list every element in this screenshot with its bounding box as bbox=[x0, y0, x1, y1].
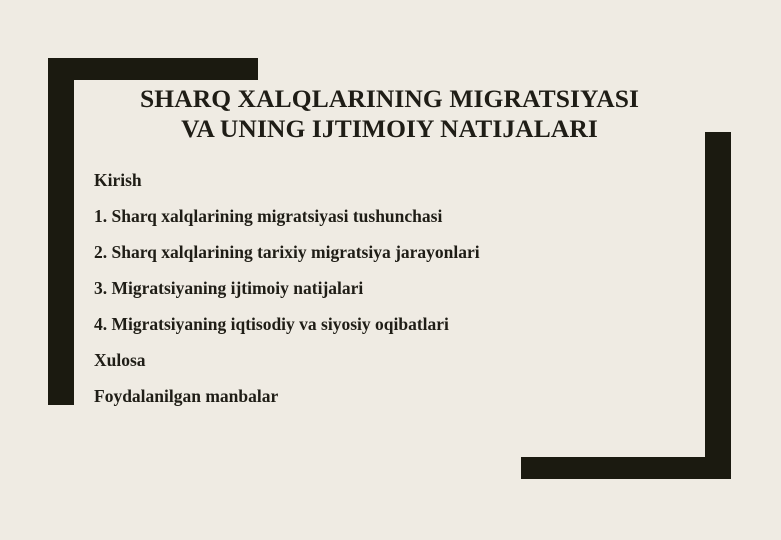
slide-title-line-1: SHARQ XALQLARINING MIGRATSIYASI bbox=[139, 84, 640, 113]
table-of-contents bbox=[94, 168, 480, 420]
toc-item-2: 2. Sharq xalqlarining tarixiy migratsiya jarayonlari bbox=[94, 242, 480, 262]
toc-item-3: 3. Migratsiyaning ijtimoiy natijalari bbox=[94, 278, 364, 298]
toc-item-references: Foydalanilgan manbalar bbox=[94, 386, 279, 406]
bottom-right-bracket-vertical bbox=[705, 132, 731, 479]
toc-item-intro: Kirish bbox=[94, 170, 142, 190]
toc-item-1: 1. Sharq xalqlarining migratsiyasi tushunchasi bbox=[94, 206, 443, 226]
top-left-bracket-horizontal bbox=[48, 58, 258, 80]
slide-title-line-2: VA UNING IJTIMOIY NATIJALARI bbox=[181, 114, 598, 143]
top-left-bracket-vertical bbox=[48, 58, 74, 405]
toc-item-4: 4. Migratsiyaning iqtisodiy va siyosiy oqibatlari bbox=[94, 314, 449, 334]
bottom-right-bracket-horizontal bbox=[521, 457, 731, 479]
slide-title bbox=[74, 84, 705, 144]
toc-item-conclusion: Xulosa bbox=[94, 350, 146, 370]
